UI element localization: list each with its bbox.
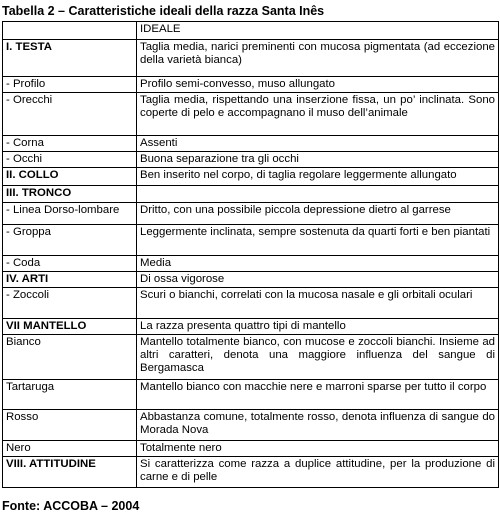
row-label: - Occhi [3,152,137,168]
row-value: Media [137,256,499,272]
breed-characteristics-table [2,21,499,488]
row-value: Ben inserito nel corpo, di taglia regolare leggermente allungato [137,168,499,186]
row-label: - Corna [3,136,137,152]
header-cell-ideale: IDEALE [137,22,499,40]
table-row [3,93,499,136]
table-title: Tabella 2 – Caratteristiche ideali della razza Santa Inês [2,4,325,18]
table-row [3,152,499,168]
row-label: - Linea Dorso-lombare [3,203,137,225]
table-row [3,335,499,380]
table-row [3,256,499,272]
row-value: Di ossa vigorose [137,272,499,288]
table-row [3,77,499,93]
row-value: Assenti [137,136,499,152]
row-label: IV. ARTI [3,272,137,288]
row-value [137,186,499,203]
row-label: VIII. ATTITUDINE [3,457,137,488]
table-row [3,441,499,457]
row-value: La razza presenta quattro tipi di mantello [137,319,499,335]
row-value: Abbastanza comune, totalmente rosso, denota influenza di sangue do Morada Nova [137,410,499,441]
row-label: - Groppa [3,225,137,256]
table-row [3,288,499,319]
row-label: VII MANTELLO [3,319,137,335]
row-label: Bianco [3,335,137,380]
header-cell-empty [3,22,137,40]
row-value: Totalmente nero [137,441,499,457]
table-row [3,457,499,488]
table-row [3,410,499,441]
table-row [3,380,499,410]
row-value: Buona separazione tra gli occhi [137,152,499,168]
row-label: Nero [3,441,137,457]
row-label: - Orecchi [3,93,137,136]
row-label: - Profilo [3,77,137,93]
table-row [3,186,499,203]
row-value: Taglia media, rispettando una inserzione fissa, un po’ inclinata. Sono coperte di pelo e accompagnano il muso dell’animale [137,93,499,136]
row-value: Profilo semi-convesso, muso allungato [137,77,499,93]
table-row [3,136,499,152]
row-label: I. TESTA [3,40,137,77]
row-value: Scuri o bianchi, correlati con la mucosa nasale e gli orbitali oculari [137,288,499,319]
row-label: III. TRONCO [3,186,137,203]
row-value: Mantello bianco con macchie nere e marroni sparse per tutto il corpo [137,380,499,410]
row-label: Rosso [3,410,137,441]
row-value: Dritto, con una possibile piccola depressione dietro al garrese [137,203,499,225]
row-value: Leggermente inclinata, sempre sostenuta da quarti forti e ben piantati [137,225,499,256]
table-row [3,203,499,225]
source-note: Fonte: ACCOBA – 2004 [2,499,140,513]
row-value: Taglia media, narici preminenti con mucosa pigmentata (ad eccezione della varietà bianca) [137,40,499,77]
row-label: Tartaruga [3,380,137,410]
table-row [3,40,499,77]
table-row [3,225,499,256]
row-value: Si caratterizza come razza a duplice attitudine, per la produzione di carne e di pelle [137,457,499,488]
table-header-row [3,22,499,40]
row-label: - Zoccoli [3,288,137,319]
table-row [3,319,499,335]
row-label: - Coda [3,256,137,272]
row-label: II. COLLO [3,168,137,186]
table-row [3,168,499,186]
table-row [3,272,499,288]
row-value: Mantello totalmente bianco, con mucose e zoccoli bianchi. Insieme ad altri caratteri, denota una maggiore influenza del sangue di Bergamasca [137,335,499,380]
